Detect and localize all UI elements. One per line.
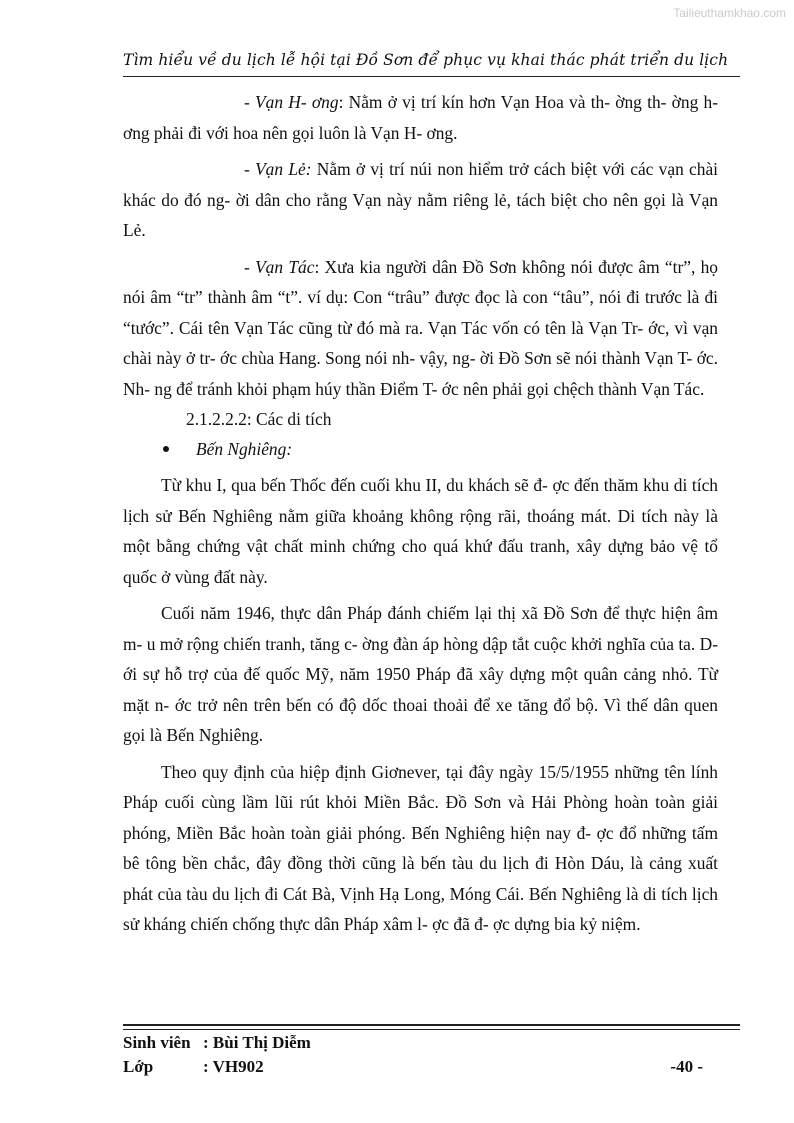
header-divider — [123, 76, 740, 77]
footer-divider-thick — [123, 1024, 740, 1026]
paragraph-ben-nghieng-present: Theo quy định của hiệp định Giơnever, tại đây ngày 15/5/1955 những tên lính Pháp cuối cùng lầm lũi rút khỏi Miền Bắc. Đồ Sơn và Hải Phòng hoàn toàn giải phóng, Miền Bắc hoàn toàn giải phóng. Bến Nghiêng hiện nay đ- ợc đổ những tấm bê tông bền chắc, đây đồng thời cũng là bến tàu du lịch đi Hòn Dáu, là cảng xuất phát của tàu du lịch đi Cát Bà, Vịnh Hạ Long, Móng Cái. Bến Nghiêng là di tích lịch sử kháng chiến chống thực dân Pháp xâm l- ợc đã đ- ợc dựng bia kỷ niệm. — [123, 761, 718, 934]
paragraph-van-huong: - Vạn H- ơng: Nằm ở vị trí kín hơn Vạn Hoa và th- ờng th- ờng h- ơng phải đi với hoa nên gọi luôn là Vạn H- ơng. — [123, 92, 718, 143]
paragraph-text: : Nằm ở vị trí kín hơn Vạn Hoa và th- ờng th- ờng h- ơng phải đi với hoa nên gọi luôn là Vạn H- ơng. — [123, 92, 718, 143]
footer-divider-thin — [123, 1029, 740, 1030]
document-body — [123, 87, 718, 940]
student-name: : Bùi Thị Diễm — [203, 1033, 311, 1052]
section-heading: 2.1.2.2.2: Các di tích — [186, 409, 332, 429]
bullet-dot-icon — [163, 446, 169, 452]
paragraph-ben-nghieng-history: Cuối năm 1946, thực dân Pháp đánh chiếm lại thị xã Đồ Sơn để thực hiện âm m- u mở rộng chiến tranh, tăng c- ờng đàn áp hòng dập tắt cuộc khởi nghĩa của ta. D- ới sự hỗ trợ của đế quốc Mỹ, năm 1950 Pháp đã xây dựng một quân cảng nhỏ. Từ mặt n- ớc trở nên trên bến có độ dốc thoai thoải để xe tăng đổ bộ. Vì thế dân quen gọi là Bến Nghiêng. — [123, 603, 718, 745]
bullet-title: Bến Nghiêng: — [196, 439, 293, 459]
class-name: : VH902 — [203, 1057, 264, 1076]
class-label: Lớp — [123, 1057, 154, 1076]
term-van-le: Vạn Lẻ: — [255, 159, 312, 179]
running-header-title: Tìm hiểu về du lịch lễ hội tại Đồ Sơn để phục vụ khai thác phát triển du lịch — [123, 51, 729, 69]
watermark: Tailieuthamkhao.com — [673, 6, 786, 20]
term-van-huong: Vạn H- ơng — [255, 92, 339, 112]
footer-student-line — [123, 1033, 703, 1053]
paragraph-text: : Xưa kia người dân Đồ Sơn không nói được âm “tr”, họ nói âm “tr” thành âm “t”. ví dụ: Con “trâu” được đọc là con “tâu”, nói đi trước là đi “tước”. Cái tên Vạn Tác cũng từ đó mà ra. Vạn Tác vốn có tên là Vạn Tr- ớc, vì vạn chài này ở tr- ớc chùa Hang. Song nói nh- vậy, ng- ời Đồ Sơn sẽ nói thành Vạn T- ớc. Nh- ng để tránh khỏi phạm húy thần Điểm T- ớc nên phải gọi chệch thành Vạn Tác. — [123, 256, 718, 399]
paragraph-text: Nằm ở vị trí núi non hiểm trở cách biệt với các vạn chài khác do đó ng- ời dân cho rằng Vạn này nằm riêng lẻ, tách biệt cho nên gọi là Vạn Lẻ. — [123, 159, 719, 240]
page-number: -40 - — [670, 1057, 703, 1076]
footer-class-line — [123, 1057, 703, 1077]
bullet-item — [123, 434, 718, 464]
paragraph-van-le: - Vạn Lẻ: Nằm ở vị trí núi non hiểm trở cách biệt với các vạn chài khác do đó ng- ời dân cho rằng Vạn này nằm riêng lẻ, tách biệt cho nên gọi là Vạn Lẻ. — [123, 159, 719, 240]
term-van-tac: Vạn Tác — [255, 256, 315, 277]
paragraph-van-tac: - Vạn Tác: Xưa kia người dân Đồ Sơn không nói được âm “tr”, họ nói âm “tr” thành âm “t”. ví dụ: Con “trâu” được đọc là con “tâu”, nói đi trước là đi “tước”. Cái tên Vạn Tác cũng từ đó mà ra. Vạn Tác vốn có tên là Vạn Tr- ớc, vì vạn chài này ở tr- ớc chùa Hang. Song nói nh- vậy, ng- ời Đồ Sơn sẽ nói thành Vạn T- ớc. Nh- ng để tránh khỏi phạm húy thần Điểm T- ớc nên phải gọi chệch thành Vạn Tác. — [123, 256, 718, 399]
paragraph-ben-nghieng-intro: Từ khu I, qua bến Thốc đến cuối khu II, du khách sẽ đ- ợc đến thăm khu di tích lịch sử Bến Nghiêng nằm giữa khoảng không rộng rãi, thoáng mát. Di tích này là một bằng chứng vật chất minh chứng cho quá khứ đấu tranh, xây dựng bảo vệ tổ quốc ở vùng đất này. — [123, 475, 718, 587]
student-label: Sinh viên — [123, 1033, 191, 1052]
